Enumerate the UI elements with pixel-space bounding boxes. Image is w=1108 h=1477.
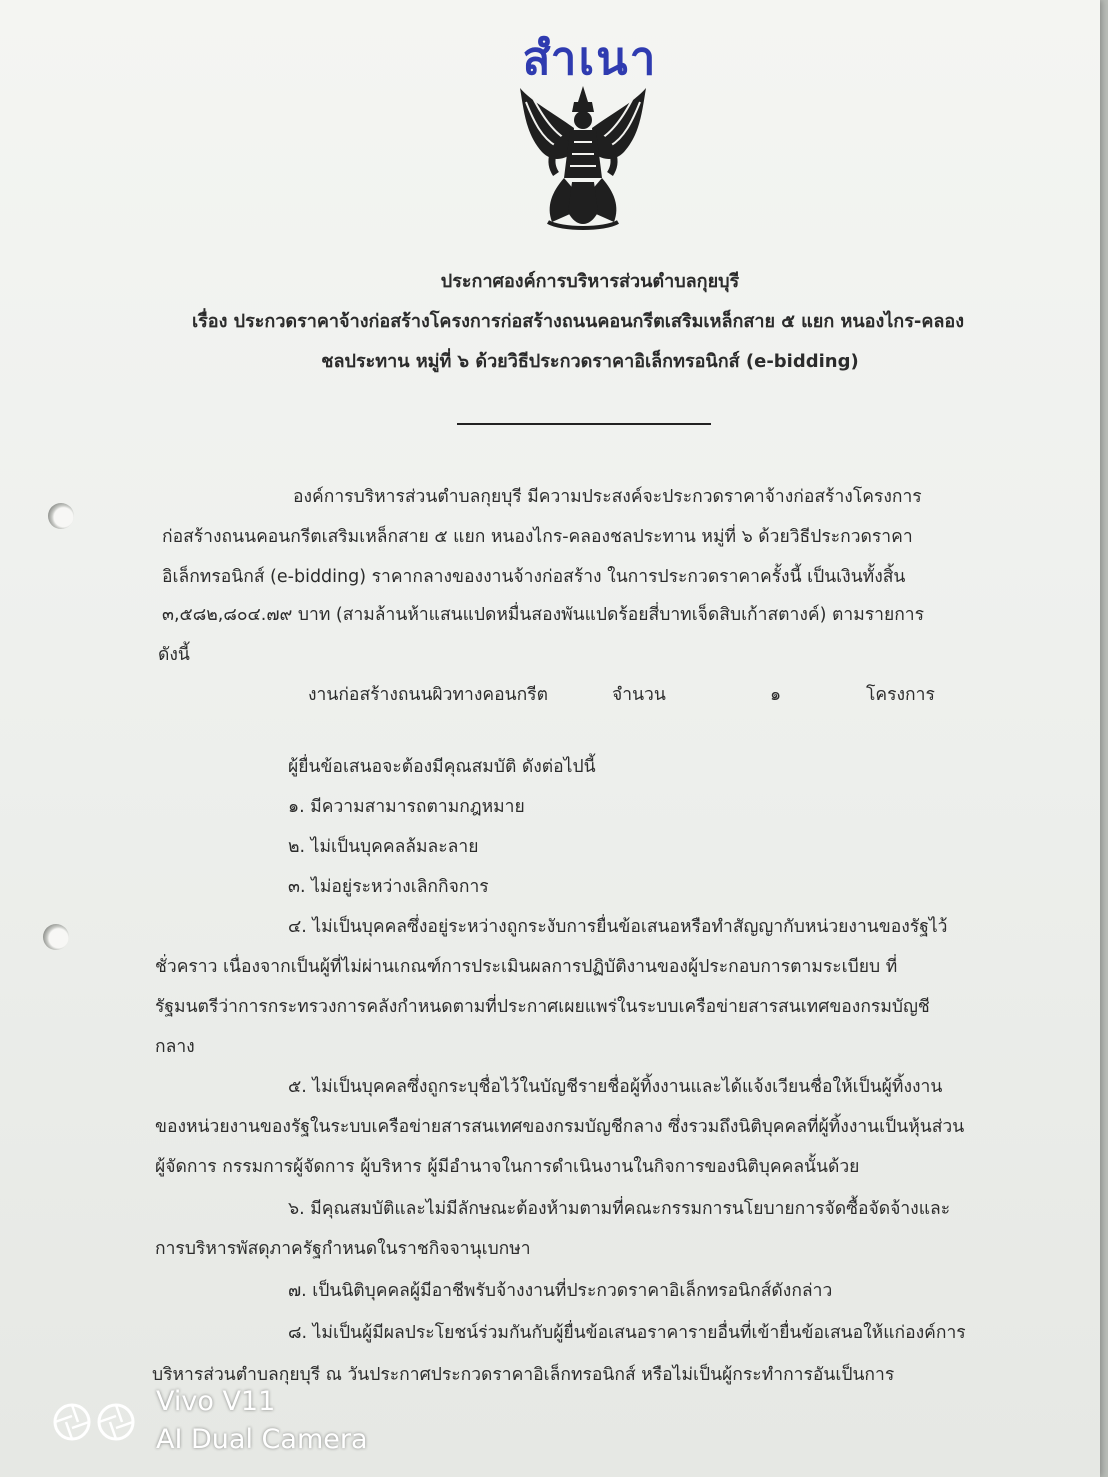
qualification-item: ๓. ไม่อยู่ระหว่างเลิกกิจการ [288, 877, 489, 897]
intro-line: องค์การบริหารส่วนตำบลกุยบุรี มีความประสงค์จะประกวดราคาจ้างก่อสร้างโครงการ [293, 487, 922, 507]
announcement-heading: ประกาศองค์การบริหารส่วนตำบลกุยบุรี [440, 271, 740, 292]
work-item-qty: ๑ [770, 685, 782, 705]
garuda-emblem-icon [512, 82, 654, 230]
work-item-qty-label: จำนวน [612, 685, 666, 705]
intro-line: ดังนี้ [158, 645, 190, 665]
copy-stamp: สำเนา [522, 31, 658, 85]
heading-divider [457, 423, 711, 425]
qualification-item: ๒. ไม่เป็นบุคคลล้มละลาย [288, 837, 479, 857]
work-item-unit: โครงการ [866, 685, 935, 705]
intro-line: อิเล็กทรอนิกส์ (e-bidding) ราคากลางของงานจ้างก่อสร้าง ในการประกวดราคาครั้งนี้ เป็นเงินทั้งสิ้น [162, 567, 906, 587]
qualification-line: รัฐมนตรีว่าการกระทรวงการคลังกำหนดตามที่ประกาศเผยแพร่ในระบบเครือข่ายสารสนเทศของกรมบัญชี [155, 997, 930, 1017]
qualification-item: ๕. ไม่เป็นบุคคลซึ่งถูกระบุชื่อไว้ในบัญชีรายชื่อผู้ทิ้งงานและได้แจ้งเวียนชื่อให้เป็นผู้ทิ้งงาน [288, 1077, 943, 1097]
qualification-item: ๑. มีความสามารถตามกฎหมาย [288, 797, 525, 817]
intro-line: ๓,๕๘๒,๘๐๔.๗๙ บาท (สามล้านห้าแสนแปดหมื่นสองพันแปดร้อยสี่บาทเจ็ดสิบเก้าสตางค์) ตามรายการ [162, 605, 925, 625]
qualification-line: ชั่วคราว เนื่องจากเป็นผู้ที่ไม่ผ่านเกณฑ์การประเมินผลการปฏิบัติงานของผู้ประกอบการตามระเบียบ ที่ [155, 957, 898, 977]
work-item-name: งานก่อสร้างถนนผิวทางคอนกรีต [308, 685, 548, 705]
subject-line-2: ชลประทาน หมู่ที่ ๖ ด้วยวิธีประกวดราคาอิเล็กทรอนิกส์ (e-bidding) [321, 351, 859, 372]
qualification-line: ของหน่วยงานของรัฐในระบบเครือข่ายสารสนเทศของกรมบัญชีกลาง ซึ่งรวมถึงนิติบุคคลที่ผู้ทิ้งงานเป็นหุ้นส่วน [155, 1117, 965, 1137]
qualification-line: ผู้จัดการ กรรมการผู้จัดการ ผู้บริหาร ผู้มีอำนาจในการดำเนินงานในกิจการของนิติบุคคลนั้นด้วย [155, 1157, 860, 1177]
qualification-line: บริหารส่วนตำบลกุยบุรี ณ วันประกาศประกวดราคาอิเล็กทรอนิกส์ หรือไม่เป็นผู้กระทำการอันเป็นการ [152, 1365, 895, 1385]
subject-line-1: เรื่อง ประกวดราคาจ้างก่อสร้างโครงการก่อสร้างถนนคอนกรีตเสริมเหล็กสาย ๕ แยก หนองไกร-คลอง [191, 311, 965, 332]
qualification-line: กลาง [155, 1037, 195, 1057]
punch-hole [48, 503, 74, 529]
intro-line: ก่อสร้างถนนคอนกรีตเสริมเหล็กสาย ๕ แยก หนองไกร-คลองชลประทาน หมู่ที่ ๖ ด้วยวิธีประกวดราคา [162, 527, 913, 547]
qualification-line: การบริหารพัสดุภาครัฐกำหนดในราชกิจจานุเบกษา [155, 1239, 531, 1259]
camera-aperture-logo-icon [52, 1402, 142, 1442]
qualification-item: ๘. ไม่เป็นผู้มีผลประโยชน์ร่วมกันกับผู้ยื่นข้อเสนอราคารายอื่นที่เข้ายื่นข้อเสนอให้แก่องค์การ [288, 1323, 966, 1343]
qualification-item: ๔. ไม่เป็นบุคคลซึ่งอยู่ระหว่างถูกระงับการยื่นข้อเสนอหรือทำสัญญากับหน่วยงานของรัฐไว้ [288, 917, 948, 937]
qualification-item: ๖. มีคุณสมบัติและไม่มีลักษณะต้องห้ามตามที่คณะกรรมการนโยบายการจัดซื้อจัดจ้างและ [288, 1199, 951, 1219]
qualifications-intro: ผู้ยื่นข้อเสนอจะต้องมีคุณสมบัติ ดังต่อไปนี้ [288, 757, 596, 777]
punch-hole [43, 924, 69, 950]
camera-model-text: Vivo V11 [156, 1386, 276, 1417]
camera-type-text: AI Dual Camera [156, 1424, 368, 1455]
qualification-item: ๗. เป็นนิติบุคคลผู้มีอาชีพรับจ้างงานที่ประกวดราคาอิเล็กทรอนิกส์ดังกล่าว [288, 1281, 833, 1301]
